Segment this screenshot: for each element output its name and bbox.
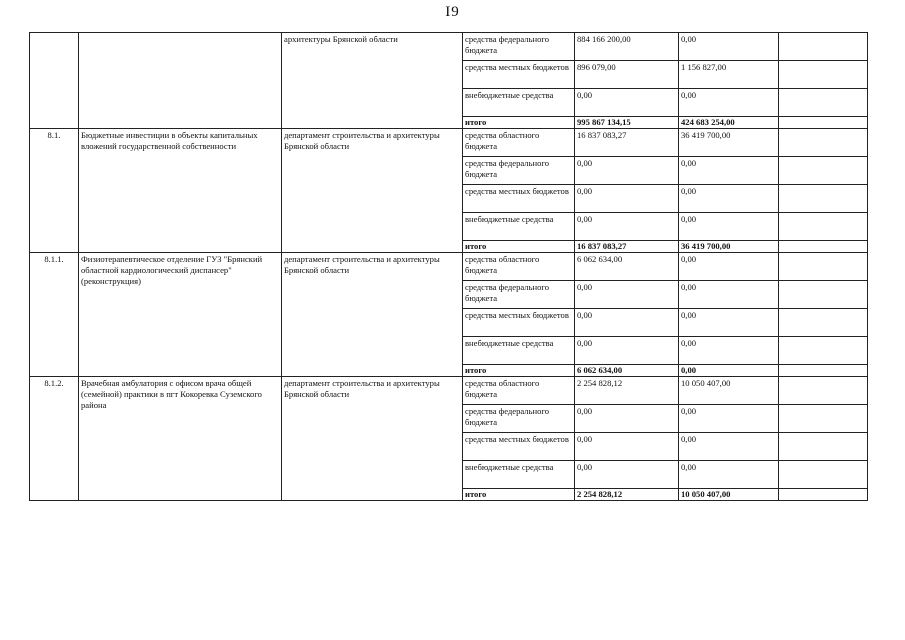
empty-cell [779, 33, 868, 61]
empty-cell [779, 117, 868, 129]
amount-col-1: 0,00 [575, 433, 679, 461]
item-name: Бюджетные инвестиции в объекты капитальных вложений государственной собственности [79, 129, 282, 253]
amount-col-2: 0,00 [679, 337, 779, 365]
funding-source: внебюджетные средства [463, 337, 575, 365]
item-name: Врачебная амбулатория с офисом врача общей (семейной) практики в пгт Кокоревка Суземского района [79, 377, 282, 501]
empty-cell [779, 377, 868, 405]
item-number: 8.1.2. [30, 377, 79, 501]
empty-cell [779, 253, 868, 281]
total-amount-2: 424 683 254,00 [679, 117, 779, 129]
total-label: итого [463, 489, 575, 501]
amount-col-1: 16 837 083,27 [575, 129, 679, 157]
empty-cell [779, 309, 868, 337]
amount-col-1: 0,00 [575, 185, 679, 213]
empty-cell [779, 89, 868, 117]
empty-cell [779, 157, 868, 185]
amount-col-2: 0,00 [679, 281, 779, 309]
item-executor: департамент строительства и архитектуры Брянской области [282, 253, 463, 377]
table-body [30, 33, 868, 501]
empty-cell [779, 337, 868, 365]
item-number: 8.1. [30, 129, 79, 253]
amount-col-1: 0,00 [575, 461, 679, 489]
amount-col-2: 10 050 407,00 [679, 377, 779, 405]
total-amount-2: 36 419 700,00 [679, 241, 779, 253]
page-number: I9 [445, 4, 460, 20]
amount-col-2: 0,00 [679, 185, 779, 213]
budget-table [29, 32, 868, 501]
amount-col-2: 0,00 [679, 33, 779, 61]
total-amount-1: 2 254 828,12 [575, 489, 679, 501]
item-executor: департамент строительства и архитектуры Брянской области [282, 129, 463, 253]
amount-col-1: 0,00 [575, 405, 679, 433]
amount-col-1: 0,00 [575, 213, 679, 241]
amount-col-2: 0,00 [679, 461, 779, 489]
funding-source: средства федерального бюджета [463, 281, 575, 309]
table-row [30, 129, 868, 157]
funding-source: внебюджетные средства [463, 461, 575, 489]
amount-col-1: 6 062 634,00 [575, 253, 679, 281]
total-amount-1: 6 062 634,00 [575, 365, 679, 377]
item-number: 8.1.1. [30, 253, 79, 377]
funding-source: средства областного бюджета [463, 129, 575, 157]
amount-col-1: 0,00 [575, 157, 679, 185]
table-row [30, 377, 868, 405]
item-executor: архитектуры Брянской области [282, 33, 463, 129]
item-executor: департамент строительства и архитектуры Брянской области [282, 377, 463, 501]
empty-cell [779, 281, 868, 309]
amount-col-2: 0,00 [679, 253, 779, 281]
empty-cell [779, 241, 868, 253]
item-number [30, 33, 79, 129]
funding-source: средства местных бюджетов [463, 61, 575, 89]
amount-col-1: 0,00 [575, 309, 679, 337]
item-name: Физиотерапевтическое отделение ГУЗ "Брянский областной кардиологический диспансер" (реконструкция) [79, 253, 282, 377]
amount-col-2: 0,00 [679, 433, 779, 461]
total-amount-2: 0,00 [679, 365, 779, 377]
amount-col-2: 0,00 [679, 89, 779, 117]
empty-cell [779, 213, 868, 241]
amount-col-1: 896 079,00 [575, 61, 679, 89]
amount-col-1: 0,00 [575, 337, 679, 365]
empty-cell [779, 61, 868, 89]
total-label: итого [463, 117, 575, 129]
total-amount-2: 10 050 407,00 [679, 489, 779, 501]
funding-source: средства местных бюджетов [463, 185, 575, 213]
empty-cell [779, 489, 868, 501]
total-label: итого [463, 365, 575, 377]
funding-source: средства местных бюджетов [463, 433, 575, 461]
amount-col-2: 0,00 [679, 405, 779, 433]
funding-source: средства местных бюджетов [463, 309, 575, 337]
funding-source: средства областного бюджета [463, 377, 575, 405]
amount-col-2: 0,00 [679, 157, 779, 185]
amount-col-2: 36 419 700,00 [679, 129, 779, 157]
funding-source: внебюджетные средства [463, 89, 575, 117]
amount-col-1: 2 254 828,12 [575, 377, 679, 405]
table-row [30, 33, 868, 61]
total-amount-1: 16 837 083,27 [575, 241, 679, 253]
table-row [30, 253, 868, 281]
funding-source: внебюджетные средства [463, 213, 575, 241]
total-amount-1: 995 867 134,15 [575, 117, 679, 129]
empty-cell [779, 129, 868, 157]
funding-source: средства федерального бюджета [463, 157, 575, 185]
total-label: итого [463, 241, 575, 253]
amount-col-2: 1 156 827,00 [679, 61, 779, 89]
amount-col-1: 884 166 200,00 [575, 33, 679, 61]
funding-source: средства федерального бюджета [463, 405, 575, 433]
empty-cell [779, 185, 868, 213]
item-name [79, 33, 282, 129]
empty-cell [779, 365, 868, 377]
amount-col-1: 0,00 [575, 281, 679, 309]
empty-cell [779, 405, 868, 433]
empty-cell [779, 433, 868, 461]
funding-source: средства областного бюджета [463, 253, 575, 281]
funding-source: средства федерального бюджета [463, 33, 575, 61]
empty-cell [779, 461, 868, 489]
amount-col-2: 0,00 [679, 213, 779, 241]
amount-col-2: 0,00 [679, 309, 779, 337]
amount-col-1: 0,00 [575, 89, 679, 117]
